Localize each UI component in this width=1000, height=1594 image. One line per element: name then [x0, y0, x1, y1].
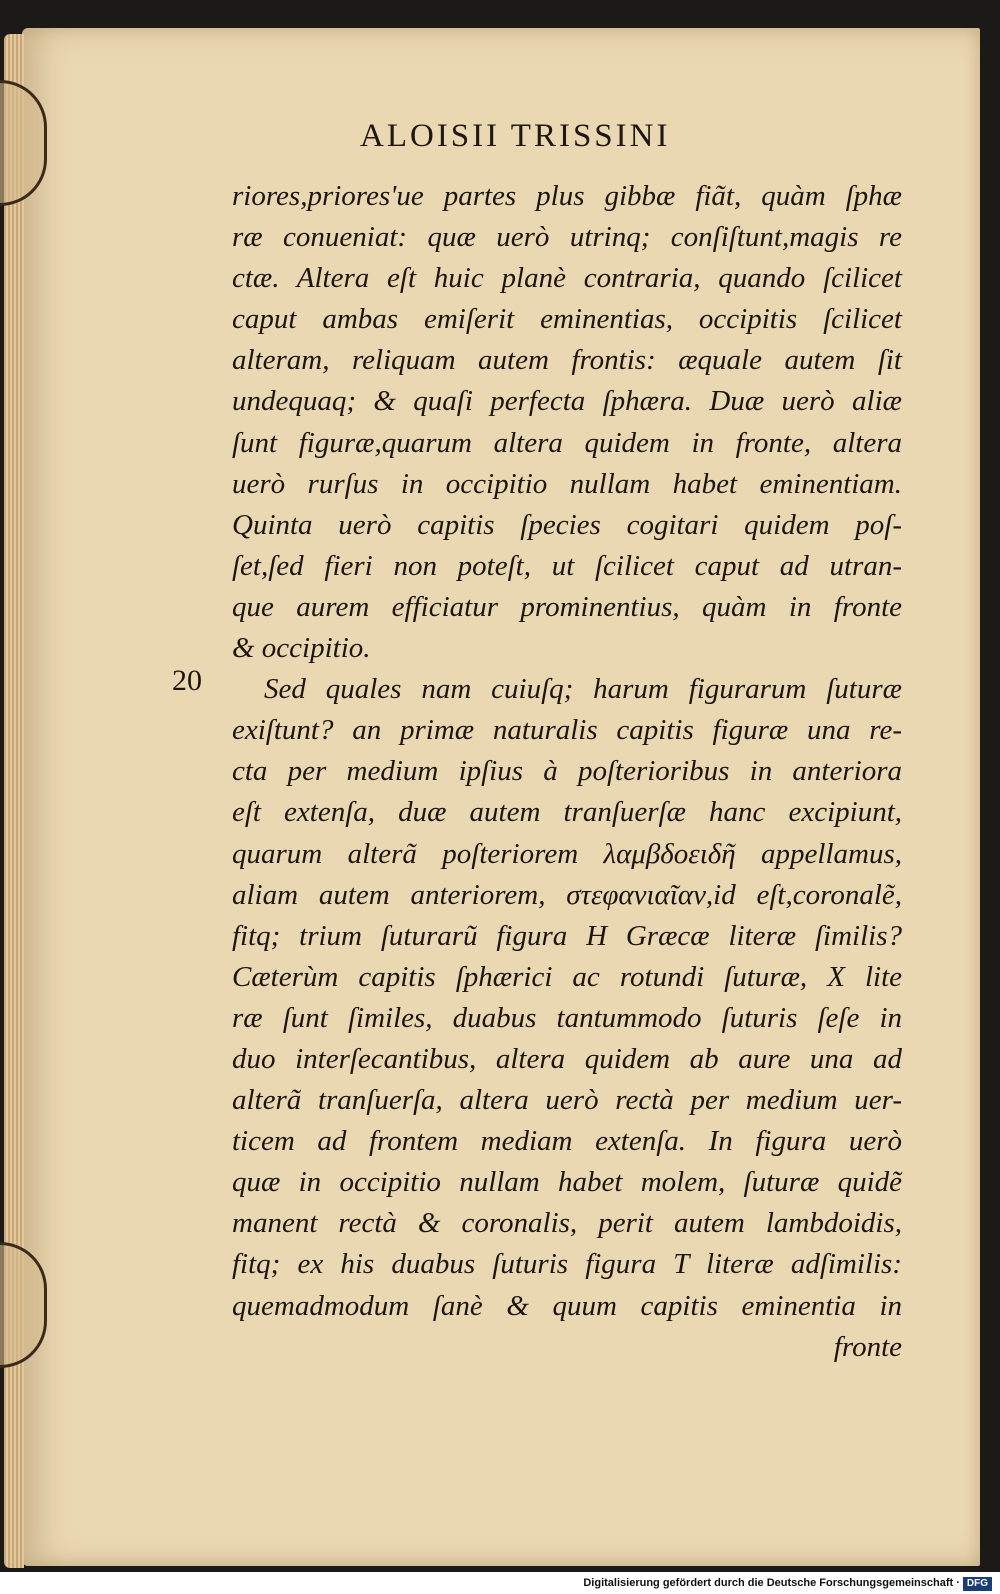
text-line: eſt extenſa, duæ autem tranſuerſæ hanc excipiunt, [232, 796, 902, 829]
text-line: aliam autem anteriorem, στεφανιαῖαν,id eſt,coronalẽ, [232, 878, 902, 911]
text-line: Cæterùm capitis ſphærici ac rotundi ſuturæ, X lite [232, 960, 902, 993]
text-line: exiſtunt? an primæ naturalis capitis figuræ una re- [232, 714, 902, 747]
margin-line-number: 20 [172, 664, 202, 697]
text-line: ſunt figuræ,quarum altera quidem in fronte, altera [232, 426, 902, 459]
text-line: alterã tranſuerſa, altera uerò rectà per medium uer- [232, 1084, 902, 1117]
text-line: ræ conueniat: quæ uerò utrinq; conſiſtunt,magis re [232, 221, 902, 254]
text-line: duo interſecantibus, altera quidem ab aure una ad [232, 1042, 902, 1075]
footer-credit: Digitalisierung gefördert durch die Deutsche Forschungsgemeinschaft [583, 1577, 954, 1589]
main-text-block [232, 176, 902, 1368]
catchword: fronte [833, 1330, 902, 1363]
text-line: ſet,ſed fieri non poteſt, ut ſcilicet caput ad utran- [232, 549, 902, 582]
text-line: quemadmodum ſanè & quum capitis eminentia in [232, 1289, 902, 1322]
text-line: & occipitio. [232, 632, 371, 665]
text-line: fitq; trium ſuturarũ figura H Græcæ literæ ſimilis? [232, 919, 902, 952]
text-line: quæ in occipitio nullam habet molem, ſuturæ quidẽ [232, 1166, 902, 1199]
text-line: fitq; ex his duabus ſuturis figura T literæ adſimilis: [232, 1248, 902, 1281]
running-header: ALOISII TRISSINI [360, 118, 671, 154]
text-line: ticem ad frontem mediam extenſa. In figura uerò [232, 1125, 902, 1158]
text-line: Sed quales nam cuiuſq; harum figurarum ſuturæ [264, 673, 902, 706]
text-line: ctæ. Altera eſt huic planè contraria, quando ſcilicet [232, 262, 902, 295]
text-line: cta per medium ipſius à poſterioribus in anteriora [232, 755, 902, 788]
text-line: riores,priores'ue partes plus gibbæ fiãt, quàm ſphæ [232, 180, 902, 212]
text-line: caput ambas emiſerit eminentias, occipitis ſcilicet [232, 303, 902, 336]
text-line: quarum alterã poſteriorem λαμβδοειδῆ appellamus, [232, 837, 902, 870]
text-line: uerò rurſus in occipitio nullam habet eminentiam. [232, 467, 902, 500]
text-line: undequaq; & quaſi perfecta ſphæra. Duæ uerò aliæ [232, 385, 902, 418]
text-line: manent rectà & coronalis, perit autem lambdoidis, [232, 1207, 902, 1240]
dfg-logo: DFG [963, 1577, 992, 1591]
text-line: ræ ſunt ſimiles, duabus tantummodo ſuturis ſeſe in [232, 1001, 902, 1034]
text-line: alteram, reliquam autem frontis: æquale autem ſit [232, 344, 902, 377]
text-line: que aurem efficiatur prominentius, quàm in fronte [232, 590, 902, 623]
footer-bar: Digitalisierung gefördert durch die Deutsche Forschungsgemeinschaft · DFG [0, 1572, 1000, 1594]
text-line: Quinta uerò capitis ſpecies cogitari quidem poſ- [232, 508, 902, 541]
